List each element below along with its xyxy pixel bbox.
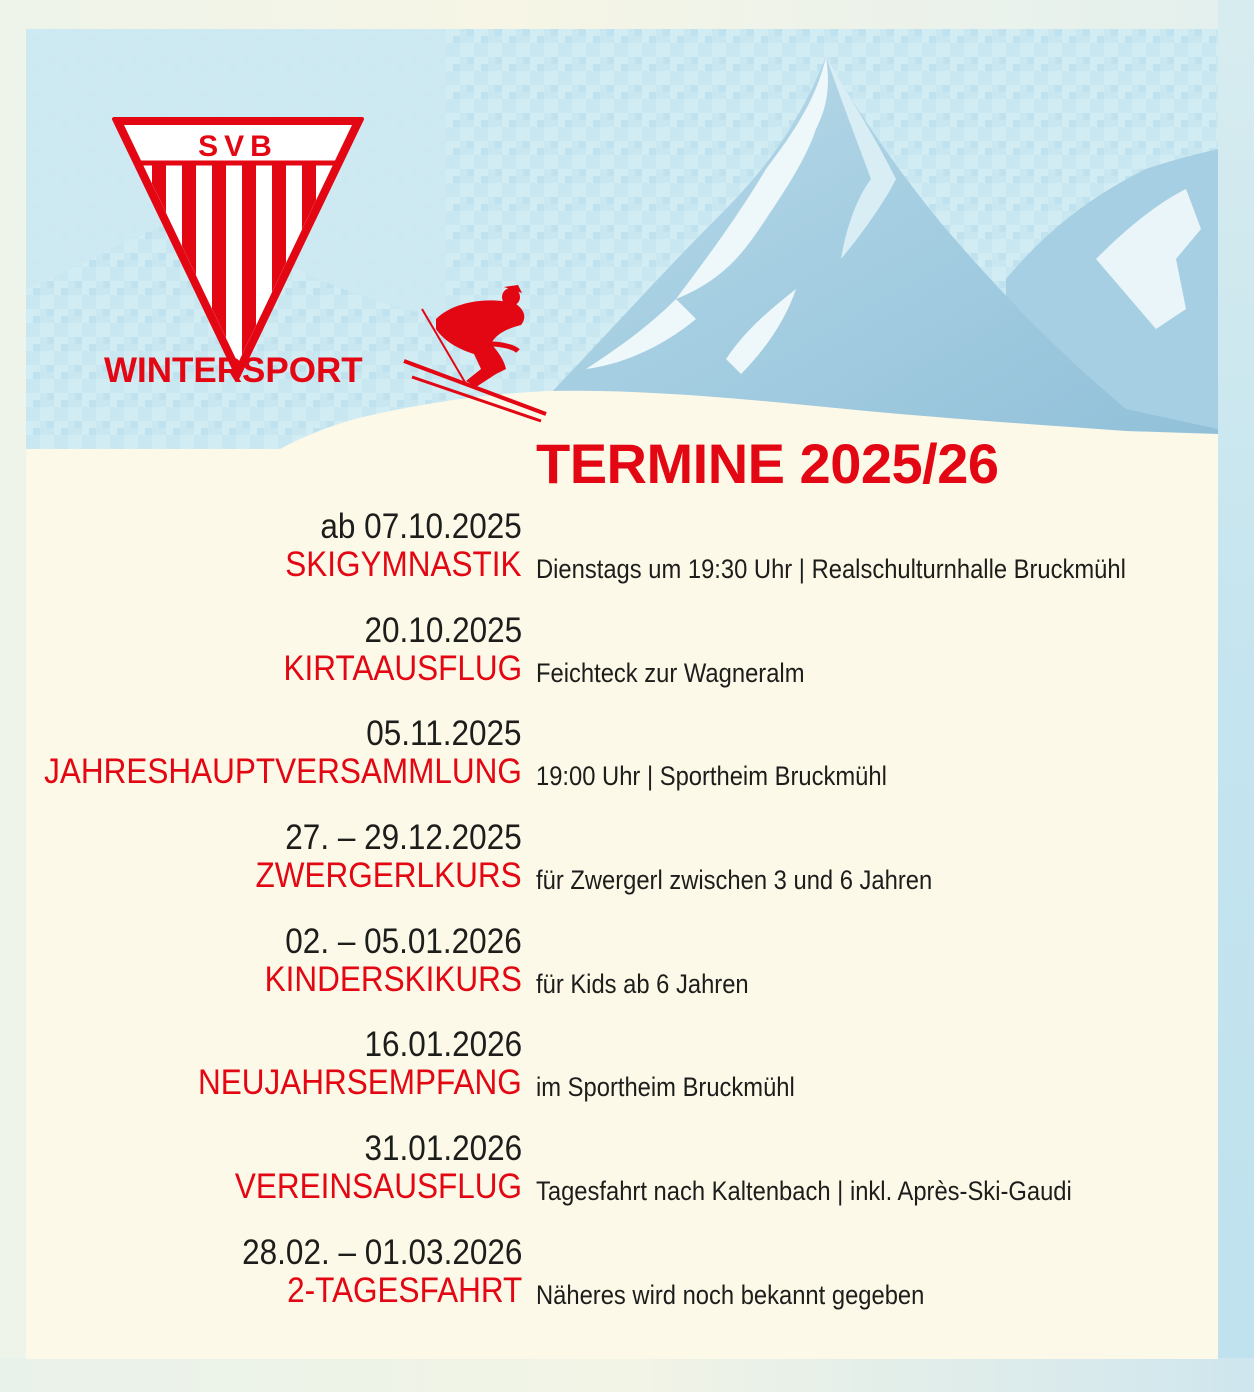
event-date: 20.10.2025 bbox=[364, 610, 522, 650]
event-date: 16.01.2026 bbox=[364, 1025, 522, 1065]
list-item bbox=[26, 922, 1218, 1026]
logo-caption: WINTERSPORT bbox=[104, 351, 363, 390]
event-name: KIRTAAUSFLUG bbox=[283, 648, 522, 688]
event-description: für Kids ab 6 Jahren bbox=[536, 968, 749, 999]
event-description: im Sportheim Bruckmühl bbox=[536, 1072, 795, 1103]
event-date: 05.11.2025 bbox=[366, 714, 522, 754]
list-item bbox=[26, 611, 1218, 715]
event-date: 28.02. – 01.03.2026 bbox=[241, 1232, 522, 1272]
event-list bbox=[26, 507, 1218, 1337]
event-date: 31.01.2026 bbox=[364, 1129, 522, 1169]
event-date: 02. – 05.01.2026 bbox=[285, 921, 522, 961]
event-date: ab 07.10.2025 bbox=[320, 507, 522, 546]
bottom-border bbox=[0, 1358, 1254, 1392]
svg-text:SVB: SVB bbox=[198, 130, 278, 163]
event-description: Tagesfahrt nach Kaltenbach | inkl. Après-Ski-Gaudi bbox=[536, 1176, 1072, 1207]
event-name: VEREINSAUSFLUG bbox=[234, 1167, 522, 1207]
event-description: 19:00 Uhr | Sportheim Bruckmühl bbox=[536, 761, 887, 792]
list-item bbox=[26, 507, 1218, 611]
event-description: für Zwergerl zwischen 3 und 6 Jahren bbox=[536, 865, 933, 896]
list-item bbox=[26, 1233, 1218, 1337]
event-description: Näheres wird noch bekannt gegeben bbox=[536, 1279, 925, 1310]
list-item bbox=[26, 714, 1218, 818]
list-item bbox=[26, 1129, 1218, 1233]
event-name: SKIGYMNASTIK bbox=[285, 545, 522, 584]
event-name: KINDERSKIKURS bbox=[264, 959, 522, 999]
list-item bbox=[26, 818, 1218, 922]
event-description: Dienstags um 19:30 Uhr | Realschulturnhalle Bruckmühl bbox=[536, 554, 1126, 584]
event-date: 27. – 29.12.2025 bbox=[285, 818, 522, 858]
poster-panel bbox=[26, 29, 1218, 1359]
right-border bbox=[1218, 0, 1254, 1392]
page-title: TERMINE 2025/26 bbox=[536, 432, 999, 495]
event-description: Feichteck zur Wagneralm bbox=[536, 657, 805, 688]
list-item bbox=[26, 1025, 1218, 1129]
event-name: JAHRESHAUPTVERSAMMLUNG bbox=[44, 752, 522, 792]
event-name: 2-TAGESFAHRT bbox=[286, 1270, 522, 1310]
event-name: ZWERGERLKURS bbox=[255, 856, 522, 896]
event-name: NEUJAHRSEMPFANG bbox=[198, 1063, 522, 1103]
